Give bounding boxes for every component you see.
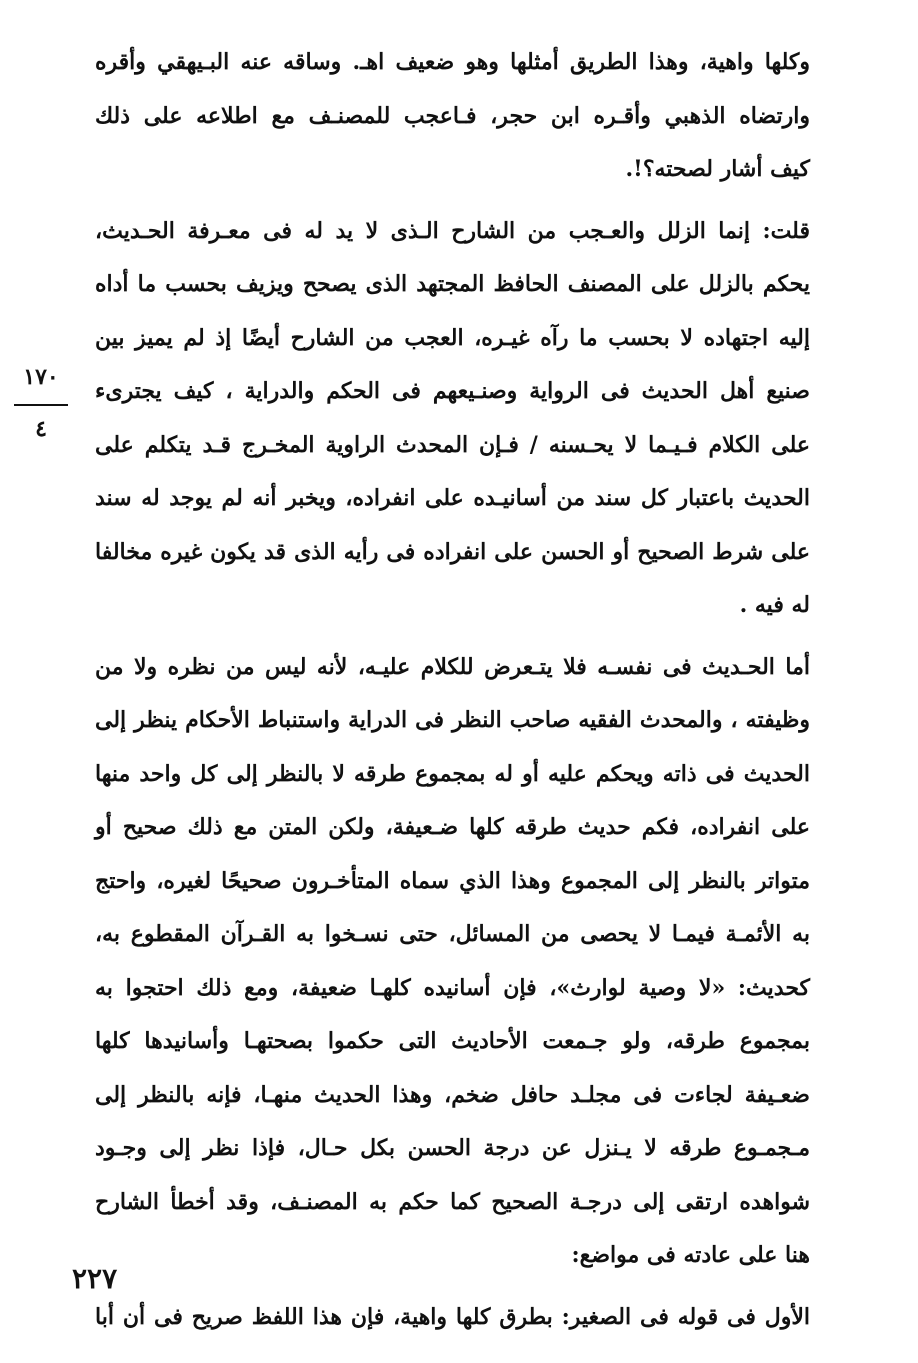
text-line: مـجمـوع طرقه لا يـنزل عن درجة الحسن بكل حـال، فإذا نظر إلى وجـود bbox=[95, 1135, 810, 1161]
body-text bbox=[95, 36, 810, 1344]
text-line: شواهده ارتقى إلى درجـة الصحيح كما حكم به المصنـف، وقد أخطأ الشارح bbox=[95, 1188, 810, 1215]
text-line: أما الحـديث فى نفسـه فلا يتـعرض للكلام عليـه، لأنه ليس من نظره ولا من bbox=[95, 653, 810, 680]
text-line: الحديث فى ذاته ويحكم عليه أو له بمجموع طرقه لا بالنظر إلى كل واحد منها bbox=[95, 760, 810, 787]
text-line: وكلها واهية، وهذا الطريق أمثلها وهو ضعيف اهـ. وساقه عنه البـيهقي وأقره bbox=[95, 49, 810, 75]
text-line: له فيه . bbox=[739, 592, 810, 618]
margin-reference-volume: ١٧٠ bbox=[23, 364, 59, 390]
text-line: على الكلام فـيـما لا يحـسنه / فـإن المحدث الراوية المخـرج قـد يتكلم على bbox=[95, 431, 810, 458]
text-line: وظيفته ، والمحدث الفقيه صاحب النظر فى الدراية واستنباط الأحكام ينظر إلى bbox=[95, 707, 810, 733]
text-line: ضعـيفة لجاءت فى مجلـد حافل ضخم، وهذا الحديث منهـا، فإنه بالنظر إلى bbox=[95, 1081, 810, 1108]
text-line: به الأئمـة فيمـا لا يحصى من المسائل، حتى نسـخوا به القـرآن المقطوع به، bbox=[95, 921, 810, 947]
page-number: ٢٢٧ bbox=[72, 1262, 118, 1295]
text-line: وارتضاه الذهبي وأقـره ابن حجر، فـاعجب للمصنـف مع اطلاعه على ذلك bbox=[95, 102, 810, 129]
text-line: كحديث: «لا وصية لوارث»، فإن أسانيده كلهـا ضعيفة، ومع ذلك احتجوا به bbox=[95, 974, 810, 1001]
paragraph-gap bbox=[95, 633, 810, 641]
text-line: الحديث باعتبار كل سند من أسانيـده على انفراده، ويخبر أنه لم يوجد له سند bbox=[95, 485, 810, 511]
text-line: قلت: إنما الزلل والعـجب من الشارح الـذى لا يد له فى معـرفة الحـديث، bbox=[95, 217, 810, 244]
text-line: كيف أشار لصحته؟!. bbox=[625, 156, 810, 182]
text-line: بمجموع طرقه، ولو جـمعت الأحاديث التى حكموا بصحتهـا وأسانيدها كلها bbox=[95, 1028, 810, 1054]
text-line: على انفراده، فكم حديث طرقه كلها ضـعيفة، ولكن المتن مع ذلك صحيح أو bbox=[95, 814, 810, 840]
text-line: متواتر بالنظر إلى المجموع وهذا الذي سماه المتأخـرون صحيحًا لغيره، واحتج bbox=[95, 867, 810, 894]
text-line: الأول فى قوله فى الصغير: بطرق كلها واهية، فإن هذا اللفظ صريح فى أن أبا bbox=[95, 1303, 810, 1330]
margin-reference-page: ٤ bbox=[35, 416, 47, 442]
text-line: يحكم بالزلل على المصنف الحافظ المجتهد الذى يصحح ويزيف بحسب ما أداه bbox=[95, 271, 810, 297]
text-line: هنا على عادته فى مواضع: bbox=[571, 1242, 810, 1268]
text-line: على شرط الصحيح أو الحسن على انفراده فى رأيه الذى قد يكون غيره مخالفا bbox=[95, 538, 810, 565]
text-line: صنيع أهل الحديث فى الرواية وصنـيعهم فى الحكم والدراية ، كيف يجترىء bbox=[95, 378, 810, 404]
margin-reference bbox=[8, 360, 74, 446]
text-line: إليه اجتهاده لا بحسب ما رآه غيـره، العجب من الشارح أيضًا إذ لم يميز بين bbox=[95, 324, 810, 351]
paragraph-gap bbox=[95, 1283, 810, 1291]
paragraph-gap bbox=[95, 197, 810, 205]
margin-reference-divider bbox=[14, 404, 68, 406]
